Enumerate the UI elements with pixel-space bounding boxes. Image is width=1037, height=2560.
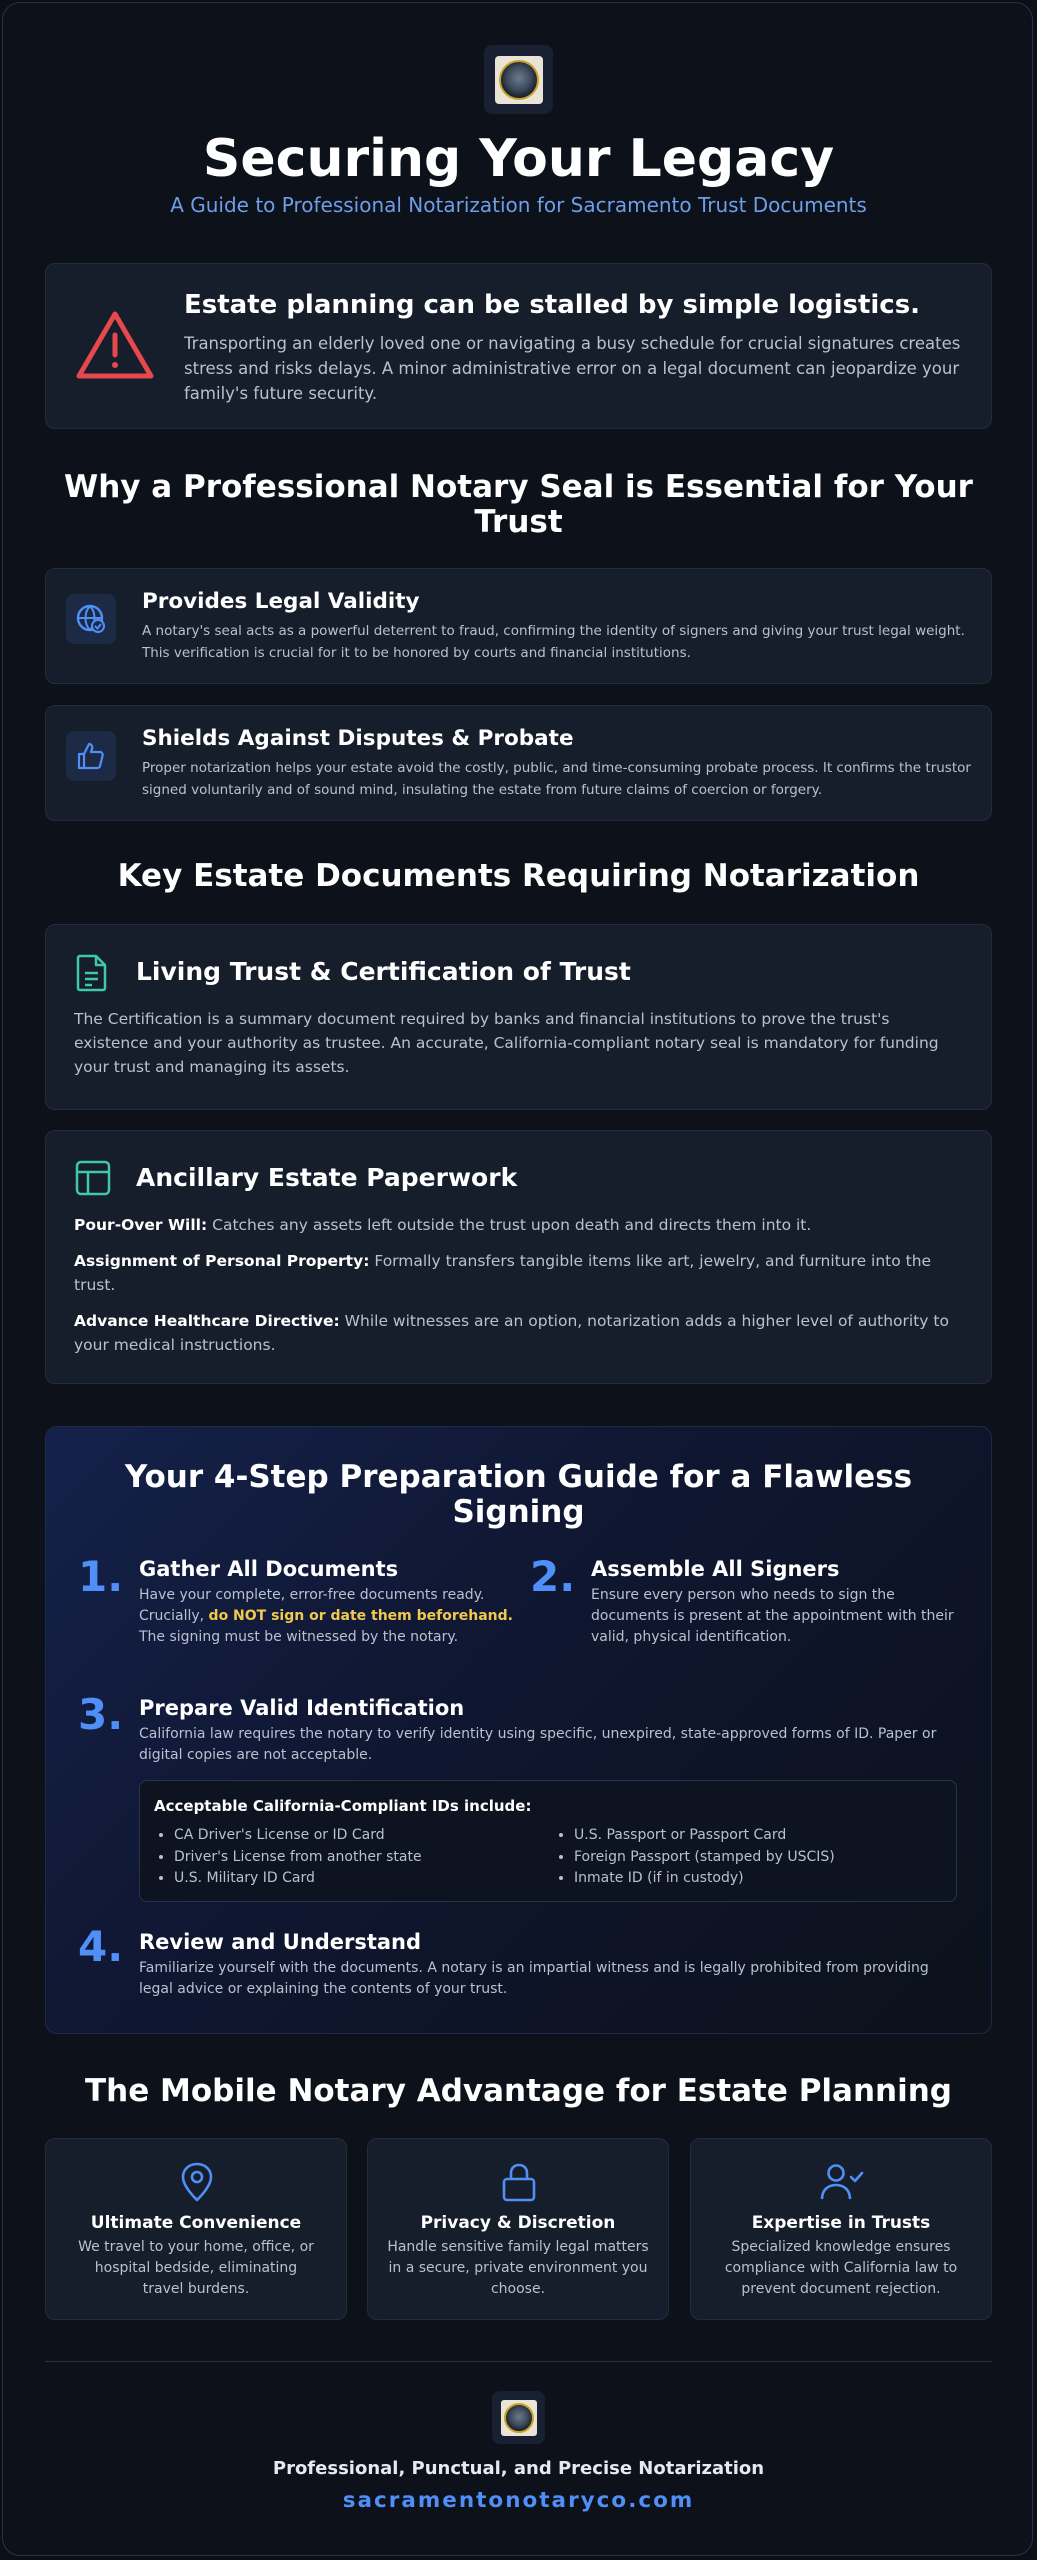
why-item-title: Shields Against Disputes & Probate bbox=[142, 726, 574, 751]
page-title: Securing Your Legacy bbox=[202, 129, 835, 189]
header-logo bbox=[484, 45, 553, 114]
advantage-card bbox=[690, 2138, 992, 2320]
step-text: California law requires the notary to verify identity using specific, unexpired, state-approved forms of ID. Paper or digital copies are not acceptable. bbox=[139, 1726, 937, 1763]
page-subtitle: A Guide to Professional Notarization for Sacramento Trust Documents bbox=[170, 193, 867, 217]
warning-icon bbox=[74, 309, 156, 385]
ids-item: • Foreign Passport (stamped by USCIS) bbox=[574, 1847, 954, 1869]
advantage-title: Ultimate Convenience bbox=[90, 2213, 302, 2233]
advantage-text: Handle sensitive family legal matters in a secure, private environment you choose. bbox=[387, 2239, 649, 2297]
why-item-text: A notary's seal acts as a powerful deterrent to fraud, confirming the identity of signers and giving your trust legal weight. This verification is crucial for it to be honored by courts and financial institutions. bbox=[142, 623, 965, 661]
alert-text: Transporting an elderly loved one or navigating a busy schedule for crucial signatures creates stress and risks delays. A minor administrative error on a legal document can jeopardize your family's future security. bbox=[184, 334, 961, 403]
step-number: 3. bbox=[78, 1690, 124, 1739]
step-highlight: do NOT sign or date them beforehand. bbox=[208, 1608, 513, 1624]
step-title: Review and Understand bbox=[139, 1930, 422, 1954]
ancillary-item bbox=[74, 1249, 964, 1297]
advantage-text: Specialized knowledge ensures compliance with California law to prevent document rejection. bbox=[724, 2239, 958, 2297]
why-card-disputes bbox=[45, 705, 992, 821]
why-item-text: Proper notarization helps your estate avoid the costly, public, and time-consuming probate process. It confirms the trustor signed voluntarily and of sound mind, insulating the estate from future claims of coercion or forgery. bbox=[142, 760, 971, 798]
why-item-title: Provides Legal Validity bbox=[142, 589, 420, 614]
ids-title: Acceptable California-Compliant IDs include: bbox=[154, 1797, 532, 1815]
layout-icon bbox=[74, 1159, 112, 1201]
ancillary-card bbox=[45, 1130, 992, 1384]
guide-heading: Your 4-Step Preparation Guide for a Flawless Signing bbox=[124, 1459, 913, 1530]
advantage-title: Expertise in Trusts bbox=[751, 2213, 931, 2233]
user-check-icon bbox=[819, 2161, 865, 2207]
footer-website-link[interactable]: sacramentonotaryco.com bbox=[342, 2488, 695, 2513]
ids-list-right bbox=[554, 1825, 954, 1890]
footer-tagline: Professional, Punctual, and Precise Notarization bbox=[272, 2458, 765, 2479]
step-text: Ensure every person who needs to sign the documents is present at the appointment with their valid, physical identification. bbox=[591, 1587, 954, 1645]
ancillary-item-text: Formally transfers tangible items like art, jewelry, and furniture into the trust. bbox=[74, 1252, 932, 1295]
step-title: Gather All Documents bbox=[139, 1557, 399, 1581]
lock-icon bbox=[500, 2161, 538, 2207]
alert-card bbox=[45, 263, 992, 429]
living-trust-text: The Certification is a summary document required by banks and financial institutions to prove the trust's existence and your authority as trustee. An accurate, California-compliant notary seal is mandatory for funding your trust and managing its assets. bbox=[74, 1010, 939, 1077]
advantage-text: We travel to your home, office, or hospital bedside, eliminating travel burdens. bbox=[78, 2239, 314, 2297]
ancillary-item-text: While witnesses are an option, notarization adds a higher level of authority to your medical instructions. bbox=[74, 1312, 949, 1355]
why-card-validity bbox=[45, 568, 992, 684]
footer-divider bbox=[45, 2361, 992, 2362]
thumbs-up-icon bbox=[66, 731, 116, 781]
step-text-after: The signing must be witnessed by the notary. bbox=[139, 1629, 459, 1645]
step-title: Assemble All Signers bbox=[591, 1557, 840, 1581]
why-heading: Why a Professional Notary Seal is Essential for Your Trust bbox=[64, 469, 973, 540]
ancillary-item bbox=[74, 1309, 964, 1357]
living-trust-card bbox=[45, 924, 992, 1110]
alert-title: Estate planning can be stalled by simple logistics. bbox=[184, 290, 921, 320]
ancillary-item-text: Catches any assets left outside the trust upon death and directs them into it. bbox=[207, 1216, 812, 1234]
map-pin-icon bbox=[177, 2161, 217, 2207]
living-trust-title: Living Trust & Certification of Trust bbox=[136, 957, 631, 986]
globe-check-icon bbox=[66, 594, 116, 644]
ids-list-left bbox=[154, 1825, 554, 1890]
step-text-before: Have your complete, error-free documents ready. Crucially, bbox=[139, 1587, 485, 1624]
ancillary-item-label: Advance Healthcare Directive: bbox=[74, 1312, 340, 1330]
step-text bbox=[139, 1585, 514, 1648]
step-number: 4. bbox=[78, 1922, 124, 1971]
step-number: 1. bbox=[78, 1552, 124, 1601]
acceptable-ids-box bbox=[139, 1780, 957, 1902]
ids-item: • Inmate ID (if in custody) bbox=[574, 1868, 954, 1890]
ancillary-title: Ancillary Estate Paperwork bbox=[136, 1163, 518, 1192]
ids-item: • Driver's License from another state bbox=[174, 1847, 554, 1869]
ancillary-item-label: Pour-Over Will: bbox=[74, 1216, 208, 1234]
ids-item: • U.S. Military ID Card bbox=[174, 1868, 554, 1890]
step-title: Prepare Valid Identification bbox=[139, 1696, 465, 1720]
advantage-heading: The Mobile Notary Advantage for Estate Planning bbox=[85, 2073, 952, 2109]
ids-item: • CA Driver's License or ID Card bbox=[174, 1825, 554, 1847]
docs-heading: Key Estate Documents Requiring Notarization bbox=[117, 858, 920, 894]
advantage-card bbox=[367, 2138, 669, 2320]
advantage-card bbox=[45, 2138, 347, 2320]
document-icon bbox=[74, 953, 110, 997]
step-text: Familiarize yourself with the documents. A notary is an impartial witness and is legally prohibited from providing legal advice or explaining the contents of your trust. bbox=[139, 1960, 929, 1997]
advantage-title: Privacy & Discretion bbox=[420, 2213, 616, 2233]
ids-item: • U.S. Passport or Passport Card bbox=[574, 1825, 954, 1847]
ancillary-item bbox=[74, 1213, 964, 1237]
step-number: 2. bbox=[530, 1552, 576, 1601]
footer-logo bbox=[492, 2391, 545, 2444]
ancillary-item-label: Assignment of Personal Property: bbox=[74, 1252, 370, 1270]
